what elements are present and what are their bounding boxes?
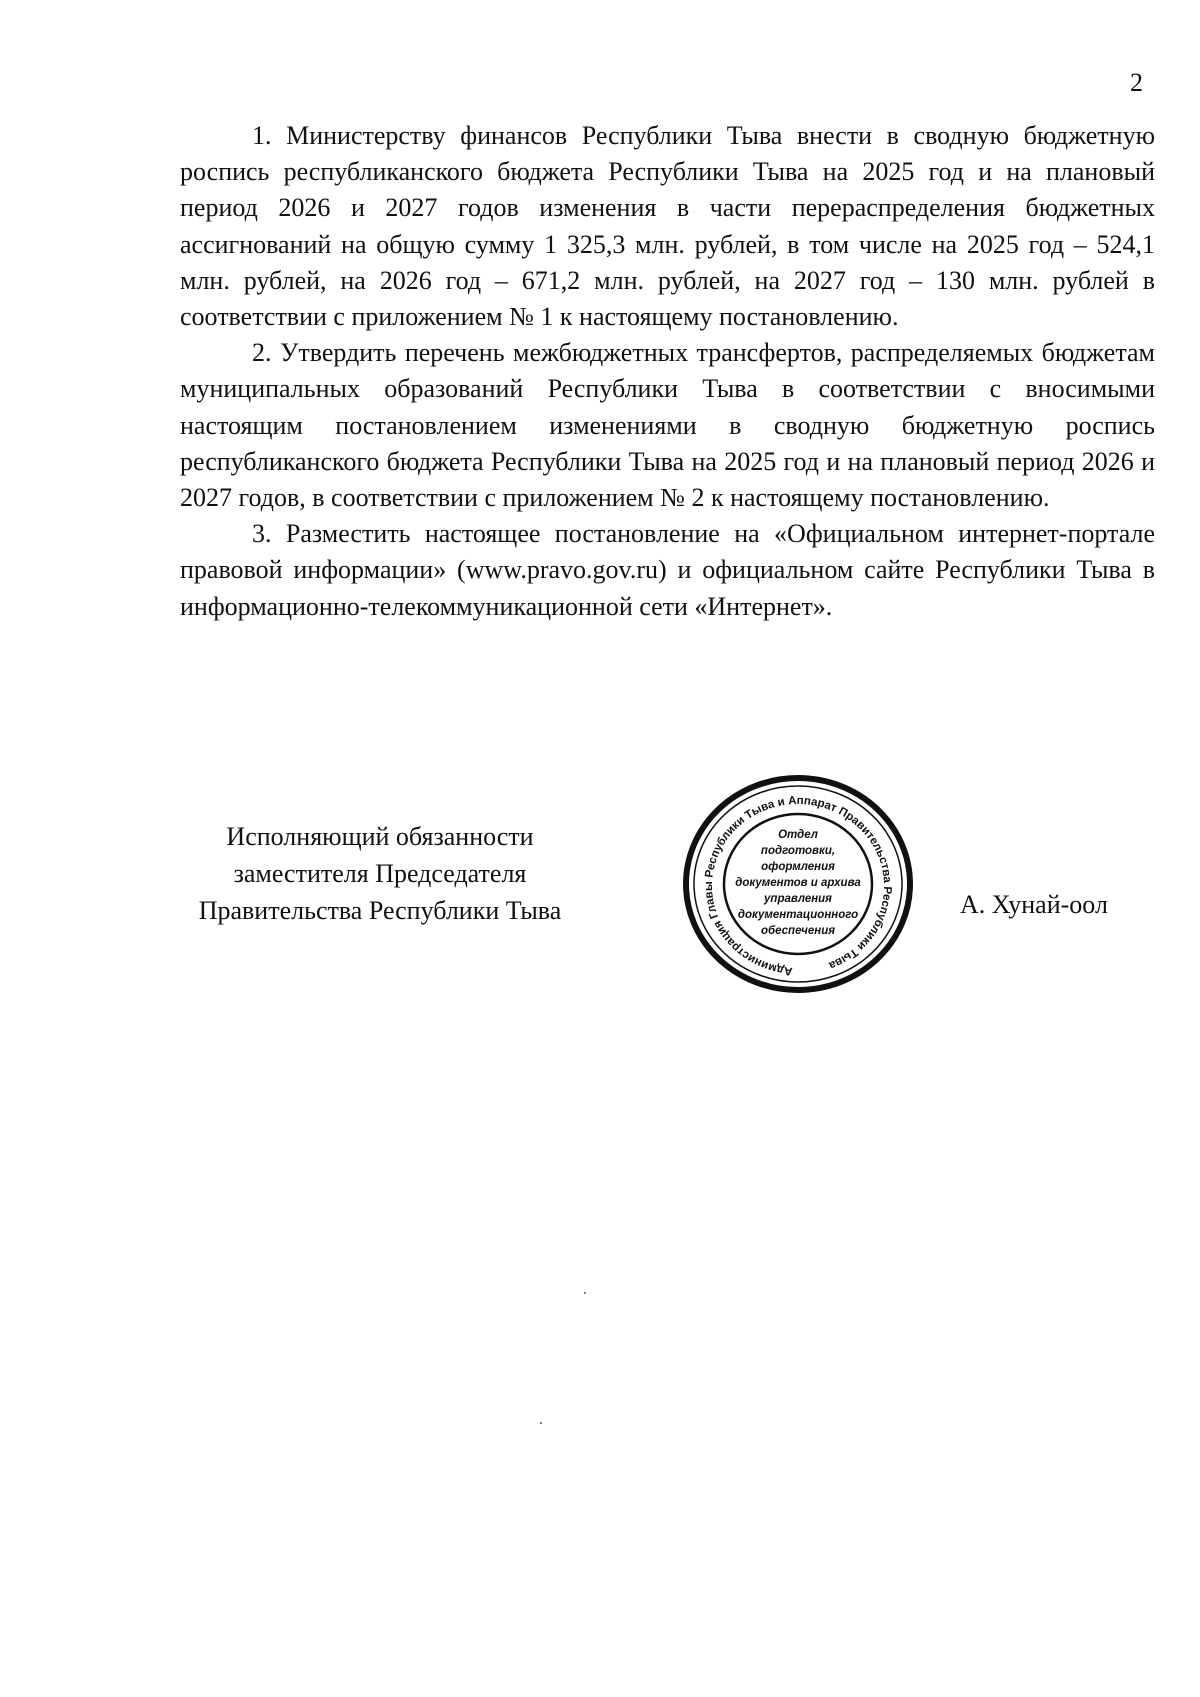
signer-title <box>170 818 590 929</box>
paragraph-2: 2. Утвердить перечень межбюджетных трансфертов, распределяемых бюджетам муниципальных образований Республики Тыва в соответствии с вносимыми настоящим постановлением изменениями в сводную бюджетную роспись республиканского бюджета Республики Тыва на 2025 год и на плановый период 2026 и 2027 годов, в соответствии с приложением № 2 к настоящему постановлению. <box>180 338 1155 513</box>
page-number: 2 <box>1130 68 1143 97</box>
seal-center-line: Отдел <box>778 829 818 841</box>
seal-center-line: оформления <box>761 861 835 873</box>
seal-center-line: обеспечения <box>760 925 836 937</box>
signer-title-line: Правительства Республики Тыва <box>198 896 562 925</box>
signer-name: А. Хунай-оол <box>960 890 1108 919</box>
official-seal-stamp <box>672 768 924 1000</box>
signer-title-line: Исполняющий обязанности <box>226 822 534 851</box>
seal-ring-text: Администрация Главы Республики Тыва и Аппарат Правительства Республики Тыва <box>703 794 894 977</box>
signer-title-line: заместителя Председателя <box>233 859 527 888</box>
scan-speck <box>584 1292 586 1294</box>
scan-speck <box>540 1422 542 1424</box>
paragraph-3: 3. Разместить настоящее постановление на «Официальном интернет-портале правовой информации» (www.pravo.gov.ru) и официальном сайте Республики Тыва в информационно-телекоммуникационной сети «Интернет». <box>180 519 1155 621</box>
paragraph-1: 1. Министерству финансов Республики Тыва внести в сводную бюджетную роспись республиканского бюджета Республики Тыва на 2025 год и на плановый период 2026 и 2027 годов изменения в части перераспределения бюджетных ассигнований на общую сумму 1 325,3 млн. рублей, в том числе на 2025 год – 524,1 млн. рублей, на 2026 год – 671,2 млн. рублей, на 2027 год – 130 млн. рублей в соответствии с приложением № 1 к настоящему постановлению. <box>180 121 1155 332</box>
seal-center-line: документов и архива <box>735 877 861 889</box>
seal-center-line: управления <box>764 893 832 905</box>
document-body <box>180 118 1155 625</box>
seal-center-line: подготовки, <box>760 845 836 857</box>
seal-center-line: документационного <box>737 909 859 921</box>
